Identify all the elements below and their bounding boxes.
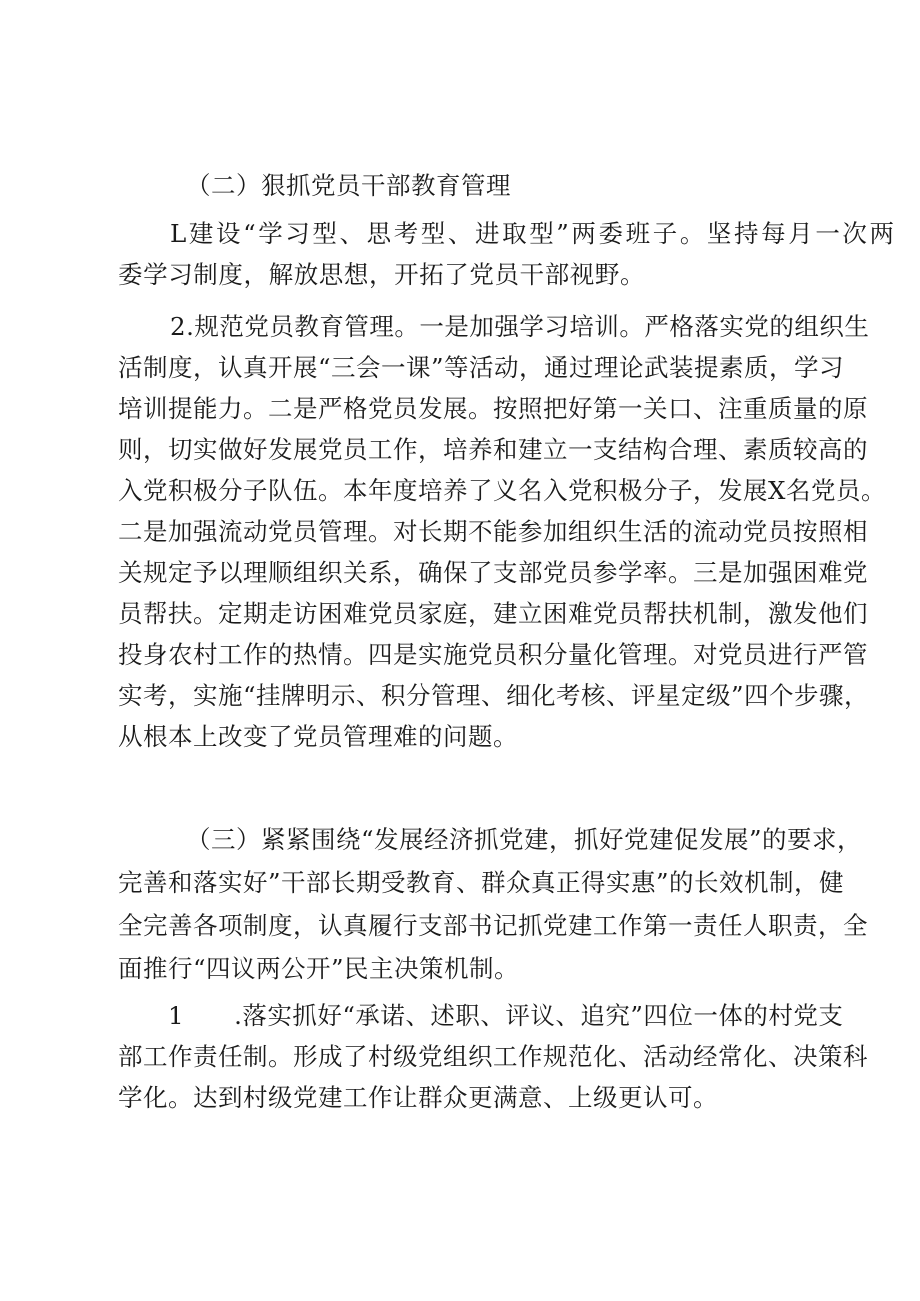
section-heading-2: （二）狠抓党员干部教育管理 <box>186 171 511 200</box>
paragraph-4-line: 学化。达到村级党建工作让群众更满意、上级更认可。 <box>118 1083 718 1112</box>
paragraph-3-line: 全完善各项制度，认真履行支部书记抓党建工作第一责任人职责，全 <box>118 911 868 940</box>
paragraph-4-line: 1 .落实抓好“承诺、述职、评议、追究”四位一体的村党支 <box>168 1001 844 1030</box>
paragraph-3-line: （三）紧紧围绕“发展经济抓党建，抓好党建促发展”的要求， <box>186 825 863 854</box>
paragraph-1-line-2: 委学习制度，解放思想，开拓了党员干部视野。 <box>118 260 646 289</box>
paragraph-1-line-1: L建设“学习型、思考型、进取型”两委班子。坚持每月一次两 <box>170 219 897 248</box>
paragraph-2-line: 从根本上改变了党员管理难的问题。 <box>118 722 518 751</box>
paragraph-3-line: 完善和落实好”干部长期受教育、群众真正得实惠”的长效机制，健 <box>118 868 845 897</box>
paragraph-2-line: 2.规范党员教育管理。一是加强学习培训。严格落实党的组织生 <box>170 312 870 341</box>
paragraph-2-line: 二是加强流动党员管理。对长期不能参加组织生活的流动党员按照相 <box>118 517 868 546</box>
paragraph-2-line: 活制度，认真开展“三会一课”等活动，通过理论武装提素质，学习 <box>118 353 845 382</box>
paragraph-2-line: 关规定予以理顺组织关系，确保了支部党员参学率。三是加强困难党 <box>118 558 868 587</box>
paragraph-2-line: 员帮扶。定期走访困难党员家庭，建立困难党员帮扶机制，激发他们 <box>118 599 868 628</box>
paragraph-2-line: 入党积极分子队伍。本年度培养了义名入党积极分子，发展X名党员。 <box>118 476 886 505</box>
paragraph-4-line: 部工作责任制。形成了村级党组织工作规范化、活动经常化、决策科 <box>118 1042 868 1071</box>
paragraph-2-line: 实考，实施“挂牌明示、积分管理、细化考核、评星定级”四个步骤， <box>118 681 870 710</box>
paragraph-2-line: 培训提能力。二是严格党员发展。按照把好第一关口、注重质量的原 <box>118 394 868 423</box>
paragraph-3-line: 面推行“四议两公开”民主决策机制。 <box>118 954 520 983</box>
paragraph-3 <box>118 818 868 990</box>
paragraph-2-line: 则，切实做好发展党员工作，培养和建立一支结构合理、素质较高的 <box>118 435 868 464</box>
paragraph-2-line: 投身农村工作的热情。四是实施党员积分量化管理。对党员进行严管 <box>118 640 868 669</box>
paragraph-4 <box>118 995 868 1118</box>
paragraph-2 <box>118 306 886 757</box>
